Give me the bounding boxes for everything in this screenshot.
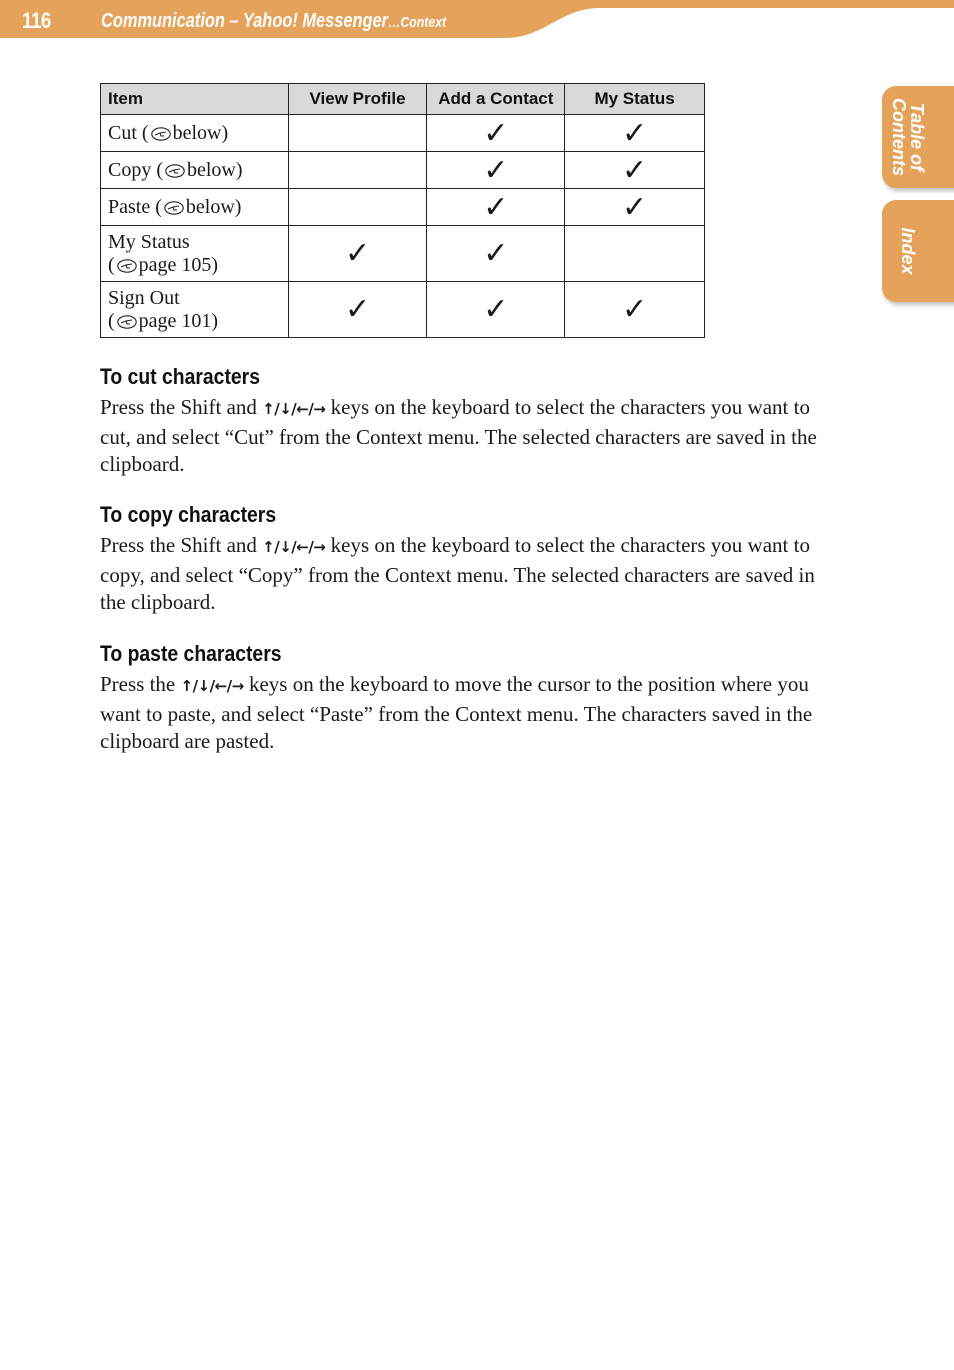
item-cell xyxy=(101,115,289,152)
paren: ( xyxy=(108,309,115,332)
item-label: Copy ( xyxy=(108,158,163,181)
empty-cell xyxy=(288,189,427,226)
empty-cell xyxy=(288,115,427,152)
header-item: Item xyxy=(101,84,289,115)
arrow-keys-icon: ↑/↓/←/→ xyxy=(262,538,326,556)
item-label: Sign Out xyxy=(108,286,180,309)
paren: ( xyxy=(108,253,115,276)
chapter-title-main: Communication – Yahoo! Messenger xyxy=(101,10,389,32)
arrow-keys-icon: ↑/↓/←/→ xyxy=(262,400,326,418)
empty-cell xyxy=(288,152,427,189)
table-row xyxy=(101,152,705,189)
toc-label-line1: Table of xyxy=(907,102,927,172)
body-text: Press the Shift and xyxy=(100,395,263,419)
index-tab[interactable] xyxy=(882,200,954,302)
section-body xyxy=(100,532,840,617)
section-paste xyxy=(100,641,840,756)
pointing-hand-icon xyxy=(151,124,171,138)
pointing-hand-icon xyxy=(164,198,184,212)
table-row xyxy=(101,282,705,338)
empty-cell xyxy=(565,226,705,282)
section-title: To cut characters xyxy=(100,364,260,389)
page-reference: below) xyxy=(172,121,229,144)
chapter-title xyxy=(101,10,446,33)
checkmark-icon: ✓ xyxy=(427,115,565,152)
pointing-hand-icon xyxy=(117,256,137,270)
item-label: Paste ( xyxy=(108,195,162,218)
index-label: Index xyxy=(898,227,918,275)
item-reference xyxy=(108,310,288,333)
checkmark-icon: ✓ xyxy=(565,189,705,226)
checkmark-icon: ✓ xyxy=(427,226,565,282)
checkmark-icon: ✓ xyxy=(565,152,705,189)
item-cell xyxy=(101,282,289,338)
item-cell xyxy=(101,189,289,226)
section-title: To paste characters xyxy=(100,641,282,666)
body-text: keys on the keyboard to move the cursor to the position where you want to paste, and select “Paste” from the Context menu. The characters saved in the clipboard are pasted. xyxy=(100,672,813,753)
table-row xyxy=(101,115,705,152)
item-reference xyxy=(108,254,288,277)
header-view-profile: View Profile xyxy=(288,84,427,115)
pointing-hand-icon xyxy=(117,312,137,326)
checkmark-icon: ✓ xyxy=(288,226,427,282)
checkmark-icon: ✓ xyxy=(427,282,565,338)
checkmark-icon: ✓ xyxy=(427,152,565,189)
checkmark-icon: ✓ xyxy=(565,115,705,152)
table-of-contents-tab[interactable] xyxy=(882,86,954,188)
page-reference: below) xyxy=(187,158,243,181)
page-number: 116 xyxy=(22,8,51,33)
section-copy xyxy=(100,502,840,617)
arrow-keys-icon: ↑/↓/←/→ xyxy=(180,677,244,695)
checkmark-icon: ✓ xyxy=(565,282,705,338)
table-row xyxy=(101,189,705,226)
table-of-contents-label xyxy=(890,98,926,176)
page-reference: below) xyxy=(185,195,242,218)
page-header xyxy=(0,0,954,44)
section-body xyxy=(100,394,840,479)
chapter-subtitle: …Context xyxy=(388,14,447,31)
context-menu-table xyxy=(100,83,705,338)
header-my-status: My Status xyxy=(565,84,705,115)
item-cell xyxy=(101,152,289,189)
section-cut xyxy=(100,364,840,479)
page-reference: page 105) xyxy=(138,253,219,276)
pointing-hand-icon xyxy=(165,161,185,175)
item-label: My Status xyxy=(108,230,190,253)
toc-label-line2: Contents xyxy=(889,98,909,176)
checkmark-icon: ✓ xyxy=(427,189,565,226)
body-text: keys on the keyboard to select the characters you want to cut, and select “Cut” from the Context menu. The selected characters are saved in the clipboard. xyxy=(100,395,817,476)
checkmark-icon: ✓ xyxy=(288,282,427,338)
table-header-row xyxy=(101,84,705,115)
item-label: Cut ( xyxy=(108,121,149,144)
body-text: Press the xyxy=(100,672,181,696)
table-row xyxy=(101,226,705,282)
item-cell xyxy=(101,226,289,282)
section-title: To copy characters xyxy=(100,502,277,527)
header-add-contact: Add a Contact xyxy=(427,84,565,115)
page-reference: page 101) xyxy=(138,309,219,332)
body-text: keys on the keyboard to select the characters you want to copy, and select “Copy” from the Context menu. The selected characters are saved in the clipboard. xyxy=(100,533,815,614)
section-body xyxy=(100,671,840,756)
body-text: Press the Shift and xyxy=(100,533,263,557)
